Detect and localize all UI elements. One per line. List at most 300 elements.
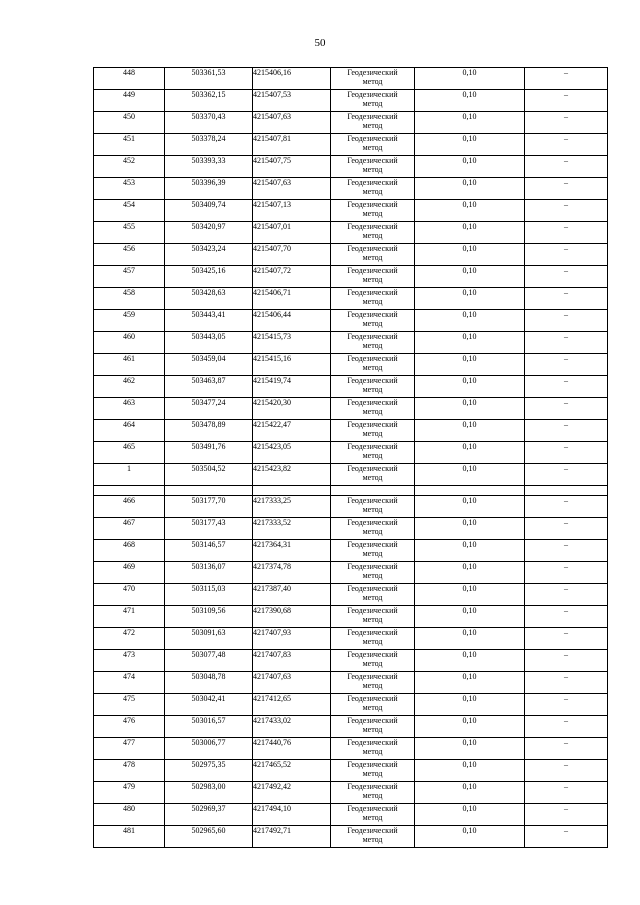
y-coordinate-cell: 4215407,81 [253,134,331,156]
y-coordinate-cell: 4215407,70 [253,244,331,266]
accuracy-cell: 0,10 [415,200,525,222]
description-cell: – [525,134,608,156]
table-row [94,68,608,90]
method-cell [331,288,415,310]
method-cell [331,442,415,464]
method-cell [331,354,415,376]
point-number-cell: 451 [94,134,165,156]
method-line-1: Геодезический [347,310,398,319]
page-number: 50 [314,37,326,49]
method-line-1: Геодезический [347,68,398,77]
x-coordinate-cell: 503463,87 [165,376,253,398]
table-row [94,178,608,200]
point-number-cell: 461 [94,354,165,376]
point-number-cell: 462 [94,376,165,398]
method-line-1: Геодезический [347,200,398,209]
method-line-1: Геодезический [347,562,398,571]
y-coordinate-cell: 4217494,10 [253,804,331,826]
description-cell: – [525,420,608,442]
table-row-separator [94,486,608,496]
empty-cell [165,486,253,496]
method-cell [331,90,415,112]
table-row [94,398,608,420]
method-line-2: метод [362,429,383,438]
method-line-1: Геодезический [347,672,398,681]
x-coordinate-cell: 503177,43 [165,518,253,540]
method-cell [331,266,415,288]
point-number-cell: 449 [94,90,165,112]
description-cell: – [525,606,608,628]
x-coordinate-cell: 503370,43 [165,112,253,134]
table-row [94,826,608,848]
point-number-cell: 456 [94,244,165,266]
description-cell: – [525,222,608,244]
y-coordinate-cell: 4217407,93 [253,628,331,650]
description-cell: – [525,68,608,90]
method-line-2: метод [362,407,383,416]
y-coordinate-cell: 4217433,02 [253,716,331,738]
accuracy-cell: 0,10 [415,266,525,288]
accuracy-cell: 0,10 [415,804,525,826]
point-number-cell: 470 [94,584,165,606]
table-row [94,112,608,134]
method-line-1: Геодезический [347,464,398,473]
method-cell [331,398,415,420]
accuracy-cell: 0,10 [415,222,525,244]
method-line-2: метод [362,99,383,108]
accuracy-cell: 0,10 [415,156,525,178]
method-line-2: метод [362,703,383,712]
point-number-cell: 465 [94,442,165,464]
point-number-cell: 1 [94,464,165,486]
point-number-cell: 459 [94,310,165,332]
method-cell [331,540,415,562]
method-line-1: Геодезический [347,112,398,121]
description-cell: – [525,628,608,650]
table-row [94,606,608,628]
method-cell [331,332,415,354]
accuracy-cell: 0,10 [415,442,525,464]
y-coordinate-cell: 4217465,52 [253,760,331,782]
table-row [94,464,608,486]
point-number-cell: 474 [94,672,165,694]
table-row [94,518,608,540]
method-line-1: Геодезический [347,134,398,143]
description-cell: – [525,156,608,178]
empty-cell [253,486,331,496]
accuracy-cell: 0,10 [415,606,525,628]
method-line-1: Геодезический [347,496,398,505]
accuracy-cell: 0,10 [415,112,525,134]
y-coordinate-cell: 4217390,68 [253,606,331,628]
accuracy-cell: 0,10 [415,332,525,354]
description-cell: – [525,442,608,464]
y-coordinate-cell: 4217333,25 [253,496,331,518]
method-line-2: метод [362,593,383,602]
point-number-cell: 476 [94,716,165,738]
x-coordinate-cell: 503177,70 [165,496,253,518]
method-line-1: Геодезический [347,584,398,593]
method-line-2: метод [362,571,383,580]
accuracy-cell: 0,10 [415,354,525,376]
point-number-cell: 473 [94,650,165,672]
x-coordinate-cell: 503048,78 [165,672,253,694]
description-cell: – [525,464,608,486]
accuracy-cell: 0,10 [415,134,525,156]
description-cell: – [525,782,608,804]
empty-cell [415,486,525,496]
y-coordinate-cell: 4215406,16 [253,68,331,90]
method-line-2: метод [362,505,383,514]
description-cell: – [525,826,608,848]
method-line-2: метод [362,165,383,174]
table-row [94,266,608,288]
x-coordinate-cell: 503491,76 [165,442,253,464]
accuracy-cell: 0,10 [415,518,525,540]
method-line-2: метод [362,659,383,668]
description-cell: – [525,90,608,112]
table-row [94,90,608,112]
method-line-2: метод [362,143,383,152]
y-coordinate-cell: 4217333,52 [253,518,331,540]
method-line-2: метод [362,319,383,328]
x-coordinate-cell: 503361,53 [165,68,253,90]
x-coordinate-cell: 503423,24 [165,244,253,266]
method-line-1: Геодезический [347,398,398,407]
method-line-2: метод [362,637,383,646]
accuracy-cell: 0,10 [415,694,525,716]
table-row [94,694,608,716]
table-row [94,650,608,672]
x-coordinate-cell: 503146,57 [165,540,253,562]
point-number-cell: 448 [94,68,165,90]
x-coordinate-cell: 503428,63 [165,288,253,310]
y-coordinate-cell: 4217492,42 [253,782,331,804]
method-line-2: метод [362,473,383,482]
x-coordinate-cell: 503443,41 [165,310,253,332]
method-cell [331,310,415,332]
y-coordinate-cell: 4217387,40 [253,584,331,606]
method-line-2: метод [362,813,383,822]
method-line-2: метод [362,769,383,778]
method-line-1: Геодезический [347,694,398,703]
table-row [94,442,608,464]
method-line-1: Геодезический [347,178,398,187]
point-number-cell: 455 [94,222,165,244]
x-coordinate-cell: 502975,35 [165,760,253,782]
method-line-2: метод [362,297,383,306]
method-line-1: Геодезический [347,650,398,659]
point-number-cell: 479 [94,782,165,804]
y-coordinate-cell: 4215407,13 [253,200,331,222]
description-cell: – [525,288,608,310]
y-coordinate-cell: 4215423,82 [253,464,331,486]
accuracy-cell: 0,10 [415,420,525,442]
point-number-cell: 464 [94,420,165,442]
x-coordinate-cell: 503477,24 [165,398,253,420]
y-coordinate-cell: 4217492,71 [253,826,331,848]
method-line-1: Геодезический [347,156,398,165]
point-number-cell: 453 [94,178,165,200]
y-coordinate-cell: 4215420,30 [253,398,331,420]
method-cell [331,200,415,222]
empty-cell [331,486,415,496]
accuracy-cell: 0,10 [415,628,525,650]
method-cell [331,804,415,826]
point-number-cell: 452 [94,156,165,178]
description-cell: – [525,200,608,222]
table-row [94,584,608,606]
point-number-cell: 460 [94,332,165,354]
accuracy-cell: 0,10 [415,68,525,90]
method-line-2: метод [362,549,383,558]
method-cell [331,244,415,266]
point-number-cell: 471 [94,606,165,628]
method-line-1: Геодезический [347,420,398,429]
method-cell [331,650,415,672]
x-coordinate-cell: 503136,07 [165,562,253,584]
description-cell: – [525,354,608,376]
table-row [94,760,608,782]
method-line-2: метод [362,209,383,218]
method-cell [331,782,415,804]
table-row [94,244,608,266]
method-line-1: Геодезический [347,442,398,451]
method-cell [331,178,415,200]
description-cell: – [525,496,608,518]
table-row [94,628,608,650]
table-row [94,354,608,376]
x-coordinate-cell: 503109,56 [165,606,253,628]
point-number-cell: 478 [94,760,165,782]
x-coordinate-cell: 503077,48 [165,650,253,672]
method-line-2: метод [362,451,383,460]
y-coordinate-cell: 4215419,74 [253,376,331,398]
description-cell: – [525,562,608,584]
accuracy-cell: 0,10 [415,244,525,266]
table-row [94,562,608,584]
method-cell [331,694,415,716]
x-coordinate-cell: 503504,52 [165,464,253,486]
accuracy-cell: 0,10 [415,584,525,606]
method-line-2: метод [362,615,383,624]
method-line-2: метод [362,681,383,690]
description-cell: – [525,760,608,782]
accuracy-cell: 0,10 [415,562,525,584]
method-cell [331,672,415,694]
description-cell: – [525,540,608,562]
method-line-2: метод [362,231,383,240]
x-coordinate-cell: 503091,63 [165,628,253,650]
method-line-1: Геодезический [347,90,398,99]
method-line-1: Геодезический [347,606,398,615]
description-cell: – [525,398,608,420]
accuracy-cell: 0,10 [415,738,525,760]
accuracy-cell: 0,10 [415,782,525,804]
x-coordinate-cell: 503378,24 [165,134,253,156]
method-line-2: метод [362,835,383,844]
y-coordinate-cell: 4215422,47 [253,420,331,442]
y-coordinate-cell: 4217440,76 [253,738,331,760]
empty-cell [94,486,165,496]
method-line-1: Геодезический [347,288,398,297]
y-coordinate-cell: 4215406,44 [253,310,331,332]
description-cell: – [525,650,608,672]
method-line-2: метод [362,253,383,262]
table-row [94,420,608,442]
point-number-cell: 463 [94,398,165,420]
table-row [94,200,608,222]
method-cell [331,826,415,848]
x-coordinate-cell: 503443,05 [165,332,253,354]
method-line-2: метод [362,121,383,130]
method-cell [331,518,415,540]
method-line-1: Геодезический [347,804,398,813]
x-coordinate-cell: 503409,74 [165,200,253,222]
description-cell: – [525,716,608,738]
point-number-cell: 469 [94,562,165,584]
x-coordinate-cell: 503393,33 [165,156,253,178]
method-line-2: метод [362,363,383,372]
y-coordinate-cell: 4215415,73 [253,332,331,354]
table-row [94,332,608,354]
description-cell: – [525,244,608,266]
method-cell [331,716,415,738]
accuracy-cell: 0,10 [415,464,525,486]
coordinates-table-body [94,68,608,848]
x-coordinate-cell: 503042,41 [165,694,253,716]
y-coordinate-cell: 4215407,63 [253,112,331,134]
point-number-cell: 480 [94,804,165,826]
description-cell: – [525,112,608,134]
method-line-2: метод [362,341,383,350]
x-coordinate-cell: 503425,16 [165,266,253,288]
method-line-2: метод [362,187,383,196]
description-cell: – [525,738,608,760]
x-coordinate-cell: 503420,97 [165,222,253,244]
method-line-2: метод [362,77,383,86]
method-line-1: Геодезический [347,782,398,791]
table-row [94,134,608,156]
method-cell [331,112,415,134]
method-line-1: Геодезический [347,354,398,363]
method-line-1: Геодезический [347,222,398,231]
method-cell [331,606,415,628]
table-row [94,804,608,826]
method-cell [331,562,415,584]
method-cell [331,222,415,244]
method-cell [331,584,415,606]
method-line-2: метод [362,791,383,800]
method-cell [331,760,415,782]
y-coordinate-cell: 4215407,63 [253,178,331,200]
method-line-2: метод [362,527,383,536]
method-line-2: метод [362,275,383,284]
description-cell: – [525,310,608,332]
method-line-1: Геодезический [347,716,398,725]
method-line-1: Геодезический [347,738,398,747]
table-row [94,376,608,398]
table-row [94,716,608,738]
x-coordinate-cell: 502969,37 [165,804,253,826]
x-coordinate-cell: 502983,00 [165,782,253,804]
table-row [94,156,608,178]
method-cell [331,134,415,156]
y-coordinate-cell: 4215407,72 [253,266,331,288]
point-number-cell: 466 [94,496,165,518]
x-coordinate-cell: 503016,57 [165,716,253,738]
accuracy-cell: 0,10 [415,540,525,562]
accuracy-cell: 0,10 [415,826,525,848]
table-row [94,288,608,310]
description-cell: – [525,332,608,354]
method-line-1: Геодезический [347,826,398,835]
method-line-1: Геодезический [347,540,398,549]
method-cell [331,156,415,178]
point-number-cell: 467 [94,518,165,540]
y-coordinate-cell: 4215407,01 [253,222,331,244]
table-row [94,738,608,760]
x-coordinate-cell: 503478,89 [165,420,253,442]
point-number-cell: 458 [94,288,165,310]
accuracy-cell: 0,10 [415,90,525,112]
accuracy-cell: 0,10 [415,672,525,694]
y-coordinate-cell: 4215415,16 [253,354,331,376]
coordinates-table [93,67,608,848]
point-number-cell: 457 [94,266,165,288]
method-line-1: Геодезический [347,518,398,527]
method-cell [331,68,415,90]
x-coordinate-cell: 503459,04 [165,354,253,376]
accuracy-cell: 0,10 [415,496,525,518]
accuracy-cell: 0,10 [415,310,525,332]
empty-cell [525,486,608,496]
description-cell: – [525,694,608,716]
method-line-1: Геодезический [347,628,398,637]
description-cell: – [525,584,608,606]
table-row [94,782,608,804]
method-line-1: Геодезический [347,332,398,341]
point-number-cell: 472 [94,628,165,650]
x-coordinate-cell: 502965,60 [165,826,253,848]
table-row [94,222,608,244]
y-coordinate-cell: 4217412,65 [253,694,331,716]
method-cell [331,376,415,398]
y-coordinate-cell: 4217374,78 [253,562,331,584]
method-line-1: Геодезический [347,244,398,253]
point-number-cell: 475 [94,694,165,716]
y-coordinate-cell: 4215407,75 [253,156,331,178]
table-row [94,540,608,562]
table-row [94,672,608,694]
method-line-2: метод [362,725,383,734]
description-cell: – [525,672,608,694]
method-line-1: Геодезический [347,376,398,385]
accuracy-cell: 0,10 [415,398,525,420]
method-line-2: метод [362,385,383,394]
y-coordinate-cell: 4217364,31 [253,540,331,562]
description-cell: – [525,178,608,200]
x-coordinate-cell: 503362,15 [165,90,253,112]
point-number-cell: 454 [94,200,165,222]
accuracy-cell: 0,10 [415,716,525,738]
method-line-1: Геодезический [347,266,398,275]
y-coordinate-cell: 4217407,63 [253,672,331,694]
accuracy-cell: 0,10 [415,376,525,398]
point-number-cell: 450 [94,112,165,134]
method-line-2: метод [362,747,383,756]
table-row [94,310,608,332]
